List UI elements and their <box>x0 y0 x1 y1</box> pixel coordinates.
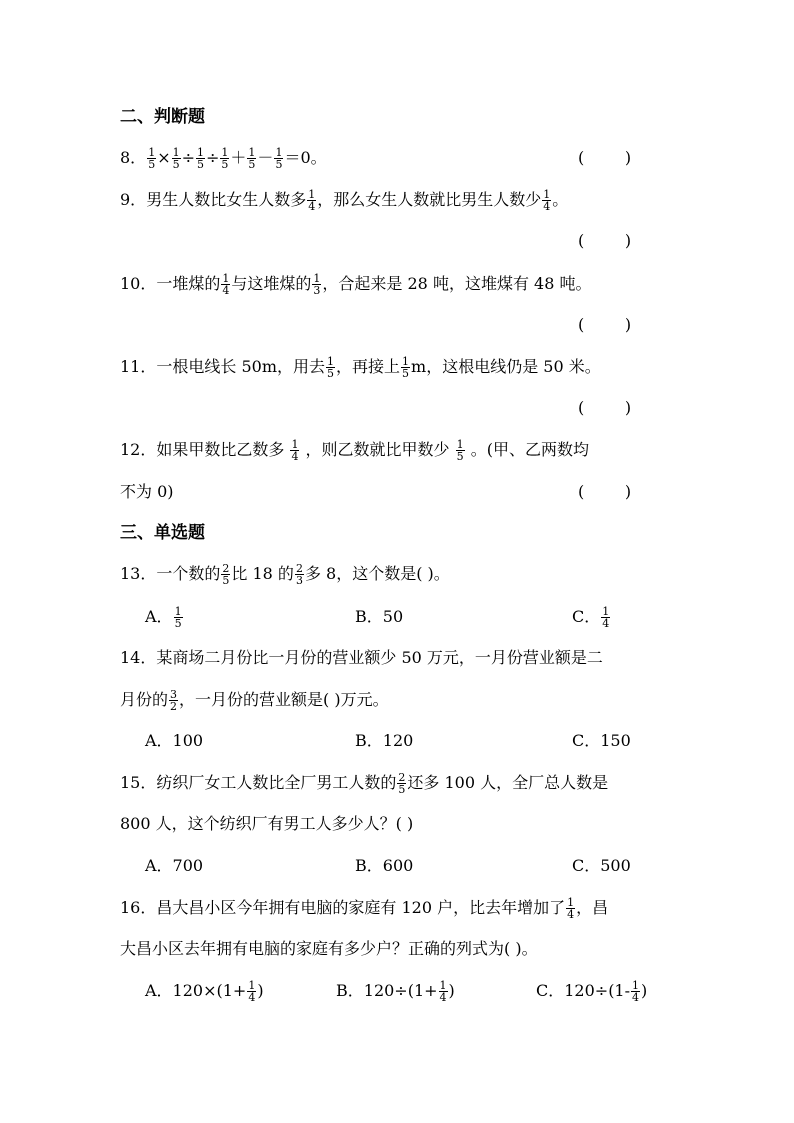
question-text: 如果甲数比乙数多 <box>156 440 290 459</box>
option-a[interactable]: A．700 <box>145 856 204 875</box>
question-text: 。(甲、乙两数均 <box>465 440 589 459</box>
section-title-choice: 三、单选题 <box>120 523 205 543</box>
question-text: ＝0。 <box>284 148 327 167</box>
question-8 <box>120 146 327 170</box>
fraction: $\frac{1}{4}$ <box>291 438 299 463</box>
question-11 <box>120 355 601 379</box>
question-text: 某商场二月份比一月份的营业额少 50 万元，一月份营业额是二 <box>156 648 603 667</box>
answer-blank[interactable]: ( ) <box>578 398 632 417</box>
question-text: 。 <box>552 190 569 209</box>
question-number: 8． <box>120 148 147 167</box>
question-16-line2: 大昌小区去年拥有电脑的家庭有多少户？正确的列式为( )。 <box>120 939 538 958</box>
fraction: $\frac{1}{4}$ <box>632 979 640 1004</box>
question-9 <box>120 188 568 212</box>
fraction: $\frac{1}{5}$ <box>221 146 229 171</box>
question-text: ，一月份的营业额是( )万元。 <box>179 690 389 709</box>
operator: ÷ <box>206 148 220 167</box>
fraction: $\frac{1}{5}$ <box>172 146 180 171</box>
question-text: 一根电线长 50m，用去 <box>156 357 325 376</box>
option-c[interactable]: C．500 <box>572 856 631 875</box>
fraction: $\frac{1}{5}$ <box>402 355 410 380</box>
fraction: $\frac{1}{4}$ <box>439 979 447 1004</box>
question-text: ，昌 <box>576 898 609 917</box>
question-number: 14． <box>120 648 157 667</box>
fraction: $\frac{1}{4}$ <box>543 188 551 213</box>
fraction: $\frac{1}{5}$ <box>275 146 283 171</box>
fraction: $\frac{1}{5}$ <box>248 146 256 171</box>
option-b[interactable]: B．600 <box>355 856 414 875</box>
question-text: m，这根电线仍是 50 米。 <box>411 357 601 376</box>
question-text: 多 8，这个数是( )。 <box>304 564 450 583</box>
operator: × <box>157 148 171 167</box>
question-15-line2: 800 人，这个纺织厂有男工人多少人？( ) <box>120 814 414 833</box>
fraction: $\frac{1}{5}$ <box>327 355 334 380</box>
fraction: $\frac{2}{5}$ <box>222 562 230 587</box>
fraction: $\frac{1}{4}$ <box>567 896 575 921</box>
option-c[interactable]: C． $\frac{1}{4}$ <box>572 605 610 630</box>
question-16 <box>120 896 608 920</box>
question-text: 男生人数比女生人数多 <box>146 190 307 209</box>
fraction: $\frac{2}{3}$ <box>295 562 303 587</box>
question-14 <box>120 646 603 670</box>
fraction: $\frac{1}{4}$ <box>222 272 230 297</box>
question-number: 15． <box>120 773 157 792</box>
fraction: $\frac{1}{5}$ <box>148 146 156 171</box>
question-text: 昌大昌小区今年拥有电脑的家庭有 120 户，比去年增加了 <box>156 898 566 917</box>
question-number: 10． <box>120 274 157 293</box>
question-text: ，则乙数就比甲数少 <box>300 440 455 459</box>
question-14-line2 <box>120 688 389 712</box>
operator: － <box>257 148 274 167</box>
question-12 <box>120 438 589 462</box>
operator: ＋ <box>230 148 247 167</box>
question-number: 16． <box>120 898 157 917</box>
option-a[interactable]: A． $\frac{1}{5}$ <box>145 605 182 630</box>
question-text: 一堆煤的 <box>156 274 221 293</box>
question-10 <box>120 272 591 296</box>
option-a[interactable]: A．120×(1+ $\frac{1}{4}$ ) <box>145 979 264 1004</box>
question-text: 一个数的 <box>156 564 221 583</box>
fraction: $\frac{1}{3}$ <box>313 272 321 297</box>
fraction: $\frac{1}{4}$ <box>248 979 256 1004</box>
question-text: 月份的 <box>120 690 169 709</box>
answer-blank[interactable]: ( ) <box>578 231 632 250</box>
fraction: $\frac{1}{4}$ <box>308 188 316 213</box>
question-text: ，合起来是 28 吨，这堆煤有 48 吨。 <box>322 274 592 293</box>
question-number: 12． <box>120 440 157 459</box>
question-text: ，再接上 <box>336 357 401 376</box>
option-b[interactable]: B．120÷(1+ $\frac{1}{4}$ ) <box>336 979 455 1004</box>
question-text: 纺织厂女工人数比全厂男工人数的 <box>156 773 397 792</box>
fraction: $\frac{2}{5}$ <box>398 771 406 796</box>
fraction: $\frac{1}{5}$ <box>456 438 464 463</box>
question-number: 9． <box>120 190 147 209</box>
option-c[interactable]: C．120÷(1- $\frac{1}{4}$ ) <box>536 979 648 1004</box>
option-b[interactable]: B．120 <box>355 731 414 750</box>
operator: ÷ <box>181 148 195 167</box>
question-text: 比 18 的 <box>231 564 294 583</box>
fraction: $\frac{1}{4}$ <box>602 605 610 630</box>
option-c[interactable]: C．150 <box>572 731 631 750</box>
question-number: 13． <box>120 564 157 583</box>
question-text: 与这堆煤的 <box>231 274 312 293</box>
answer-blank[interactable]: ( ) <box>578 148 632 167</box>
question-text: 还多 100 人，全厂总人数是 <box>407 773 609 792</box>
section-title-judge: 二、判断题 <box>120 107 205 127</box>
question-13 <box>120 562 450 586</box>
fraction: $\frac{3}{2}$ <box>170 688 178 713</box>
fraction: $\frac{1}{5}$ <box>197 146 204 171</box>
answer-blank[interactable]: ( ) <box>578 315 632 334</box>
option-a[interactable]: A．100 <box>145 731 204 750</box>
question-text: ，那么女生人数就比男生人数少 <box>317 190 542 209</box>
fraction: $\frac{1}{5}$ <box>174 605 182 630</box>
question-15 <box>120 771 608 795</box>
question-number: 11． <box>120 357 157 376</box>
question-12-line2: 不为 0) <box>120 482 174 501</box>
option-b[interactable]: B．50 <box>355 607 404 626</box>
answer-blank[interactable]: ( ) <box>578 482 632 501</box>
